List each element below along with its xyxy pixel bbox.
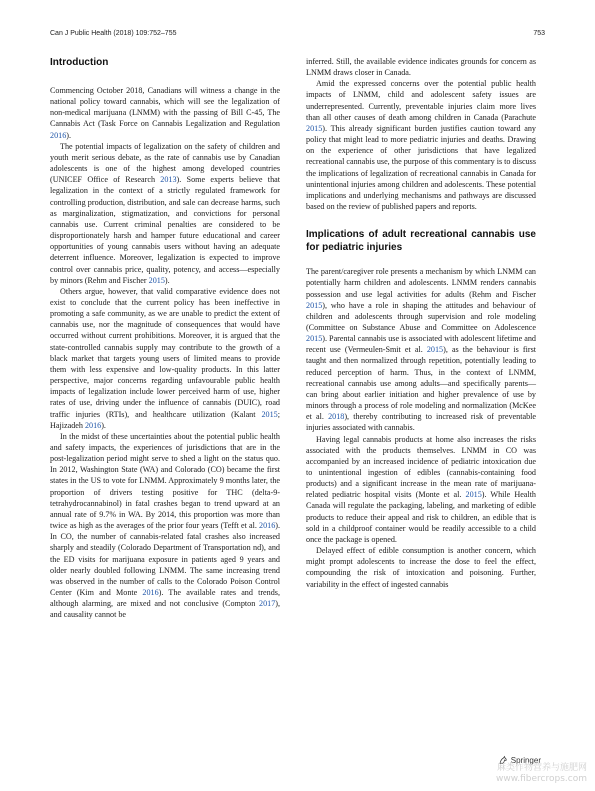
- watermark-line: 麻类作物营养与施肥网: [496, 763, 587, 773]
- paragraph: [306, 545, 536, 590]
- text-run: The parent/caregiver role presents a mechanism by which LNMM can potentially harm children and adolescents. LNMM renders cannabis possession and use legal activities for adults (Rehm and Fischer: [306, 267, 536, 299]
- text-run: ). In CO, the number of cannabis-related fatal crashes also increased sharply and steadily (Colorado Department of Transportation nd), and the ED visits for marijuana exposure in patients aged 9 years and older nearly doubled following LNMM. The same increasing trend was observed in the number of calls to the Colorado Poison Control Center (Kim and Monte: [50, 521, 280, 598]
- citation-link[interactable]: 2016: [142, 588, 159, 598]
- citation-link[interactable]: 2015: [261, 409, 278, 419]
- text-run: ).: [66, 130, 71, 140]
- text-run: ). This already significant burden justifies caution toward any policy that might lead to more pediatric injuries and deaths. Drawing on the experience of other jurisdictions that have legalized recreational cannabis use, the purpose of this commentary is to discuss the implications of legalization of recreational cannabis in Canada for unintentional injuries among children and adolescents. These potential implications and underlying mechanisms and pathways are discussed based on the review of published papers and reports.: [306, 123, 536, 212]
- paragraph: [50, 431, 280, 621]
- paragraph: [50, 141, 280, 286]
- text-run: ). Some experts believe that legalization in the context of a strictly regulated framework for controlling production, distribution, and sale can decrease harms, such as marginalization, stigmatization, and convictions for personal cannabis use. Current criminal penalties are considered to be disproportionately harsh and hamper future educational and career opportunities of young cannabis users without having an adequate deterrent influence. Moreover, legalization is expected to improve control over cannabis price, quality, potency, and access—especially by minors (Rehm and Fischer: [50, 175, 280, 285]
- section-heading-introduction: Introduction: [50, 57, 109, 68]
- citation-link[interactable]: 2017: [259, 599, 276, 609]
- right-column: [306, 56, 536, 590]
- citation-link[interactable]: 2015: [306, 300, 323, 310]
- citation-link[interactable]: 2018: [328, 412, 345, 422]
- section-heading-implications: Implications of adult recreational cannabis use for pediatric injuries: [306, 229, 536, 254]
- left-column: [50, 56, 280, 621]
- text-run: ). Parental cannabis use is associated with adolescent lifetime and recent use (Vermeulen-Smit et al.: [306, 334, 536, 355]
- text-run: ).: [101, 420, 106, 430]
- citation-link[interactable]: 2016: [50, 130, 67, 140]
- paragraph: [306, 266, 536, 433]
- publisher-name: Springer: [510, 755, 541, 765]
- text-run: ). While Health Canada will regulate the packaging, labeling, and marketing of edible products to reduce their appeal and risk to children, an edible that is sold in a childproof container would be readily accessible to a child once the package is opened.: [306, 490, 536, 544]
- citation-link[interactable]: 2013: [160, 175, 177, 185]
- citation-link[interactable]: 2016: [84, 420, 102, 430]
- text-run: The potential impacts of legalization on the safety of children and youth merit serious debate, as the rate of cannabis use by Canadian adolescents is one of the highest among developed countries (UNICEF Office of Research: [50, 141, 280, 185]
- text-run: In the midst of these uncertainties about the potential public health and safety impacts, the experiences of jurisdictions that are in the post-legalization period might serve to shed a light on the status quo. In 2012, Washington State (WA) and Colorado (CO) became the first states in the US to vote for LNMM. Approximately 9 months later, the proportion of drivers testing positive for THC (delta-9-tetrahydrocannabinol) in fatal crashes began to trend upward at an annual rate of 9.7% in WA. By 2014, this proportion was more than twice as high as the averages of the prior four years (Tefft et al.: [50, 431, 280, 531]
- text-run: ), and causality cannot be: [50, 599, 280, 620]
- text-run: Commencing October 2018, Canadians will witness a change in the national policy toward cannabis, which will see the legalization of non-medical marijuana (LNMM) with the passing of Bill C-45, The Cannabis Act (Task Force on Cannabis Legalization and Regulation: [50, 86, 280, 129]
- citation-link[interactable]: 2015: [306, 334, 323, 344]
- text-run: ). The available rates and trends, although alarming, are mixed and not conclusive (Compton: [50, 588, 280, 609]
- paragraph: [50, 85, 280, 141]
- text-run: ), who have a role in shaping the attitudes and behaviour of children and adolescents through supervision and role modeling (Committee on Substance Abuse and Committee on Adolescence: [306, 300, 536, 332]
- paragraph: [306, 78, 536, 212]
- running-head: [50, 30, 545, 37]
- text-run: inferred. Still, the available evidence indicates grounds for concern as LNMM draws closer in Canada.: [306, 57, 536, 78]
- text-run: Having legal cannabis products at home also increases the risks associated with the products themselves. LNMM in CO was accompanied by an increased incidence of pediatric intoxication due to unintentional ingestion of edibles (cannabis-containing food products) and a significant increase in the mean rate of marijuana-related pediatric hospital visits (Monte et al.: [306, 434, 536, 500]
- citation-link[interactable]: 2016: [259, 521, 276, 531]
- text-run: Delayed effect of edible consumption is another concern, which might prompt adolescents to increase the dose to feel the effect, compounding the risk of intoxication and poisoning. Further, variability in the effect of ingested cannabis: [306, 546, 536, 589]
- watermark-url: www.fibercrops.com: [496, 774, 587, 784]
- journal-citation: Can J Public Health (2018) 109:752–755: [50, 30, 177, 37]
- text-run: ), thereby contributing to increased risk of preventable injuries associated with cannabis.: [306, 412, 536, 433]
- text-run: ), as the behaviour is first taught and then normalized through repetition, potentially leading to reduced perception of harm. Thus, in the context of LNMM, recreational cannabis use among adults—and specifically parents—can bring about earlier initiation and higher prevalence of use by minors through a process of role modeling and normalization (McKee et al.: [306, 345, 536, 422]
- paragraph: [50, 286, 280, 431]
- citation-link[interactable]: 2015: [426, 345, 444, 355]
- page-number: 753: [533, 30, 545, 37]
- text-run: ; Hajizadeh: [50, 409, 280, 430]
- citation-link[interactable]: 2015: [148, 275, 165, 285]
- paragraph: [306, 56, 536, 78]
- text-run: Amid the expressed concerns over the potential public health impacts of LNMM, child and adolescent safety issues are underrepresented. Currently, preventable injuries claim more lives than all other causes of death among children in Canada (Parachute: [306, 79, 536, 122]
- citation-link[interactable]: 2015: [306, 123, 323, 133]
- watermark: [496, 763, 587, 785]
- paragraph: [306, 434, 536, 546]
- text-run: Others argue, however, that valid comparative evidence does not exist to conclude that the current policy has been ineffective in promoting a safe community, as we are unable to predict the extent of cannabis use, nor the magnitude of consequences that would have occurred without current prohibitions. Moreover, it is argued that the state-controlled cannabis supply may contribute to the growth of a black market that targets young users of limited means to provide them with less expensive and low-quality products. In this latter perspective, major concerns regarding unfavourable public health impacts of legalization include lower perceived harm of use, higher rates of use, driving under the influence of cannabis (DUIC), road traffic injuries (RTIs), and healthcare utilization (Kalant: [50, 286, 280, 419]
- text-run: ).: [164, 275, 170, 285]
- citation-link[interactable]: 2015: [465, 490, 482, 500]
